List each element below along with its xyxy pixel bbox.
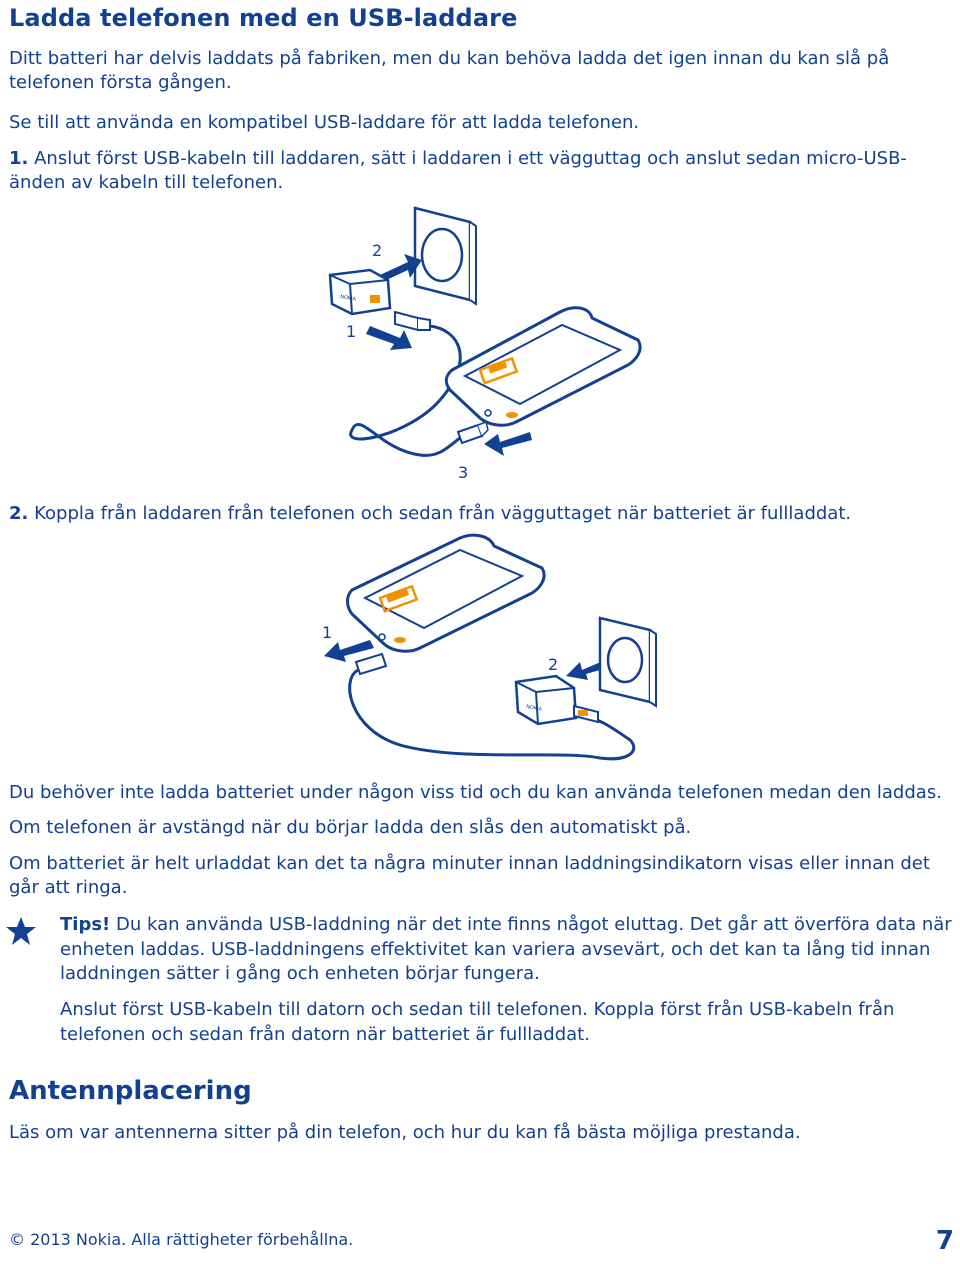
page-number: 7 bbox=[935, 1226, 954, 1256]
disconnect-charger-illustration bbox=[300, 530, 660, 770]
note-auto-power-on: Om telefonen är avstängd när du börjar ladda den slås den automatiskt på. bbox=[9, 817, 692, 838]
phone-icon bbox=[446, 308, 640, 425]
phone-icon-2 bbox=[348, 535, 545, 651]
antenna-paragraph: Läs om var antennerna sitter på din telefon, och hur du kan få bästa möjliga prestanda. bbox=[9, 1122, 801, 1143]
arrow-1-icon bbox=[366, 326, 412, 350]
wall-socket-icon bbox=[415, 208, 476, 304]
wall-socket-icon-2 bbox=[600, 618, 656, 706]
step-label-2-fig2: 2 bbox=[548, 655, 559, 674]
charger-icon bbox=[330, 270, 390, 314]
connect-charger-illustration bbox=[300, 200, 660, 490]
tip-label: Tips! bbox=[60, 914, 111, 935]
compatible-charger-paragraph: Se till att använda en kompatibel USB-laddare för att ladda telefonen. bbox=[9, 112, 640, 133]
step-label-2: 2 bbox=[372, 241, 383, 260]
charger-brand-logo-2: NOKIA bbox=[525, 704, 543, 713]
step-2 bbox=[9, 502, 959, 526]
note-empty-battery: Om batteriet är helt urladdat kan det ta några minuter innan laddningsindikatorn visas eller innan det går att ringa. bbox=[9, 853, 930, 898]
note-no-specific-time: Du behöver inte ladda batteriet under någon viss tid och du kan använda telefonen medan den laddas. bbox=[9, 782, 942, 803]
copyright-notice: © 2013 Nokia. Alla rättigheter förbehållna. bbox=[9, 1230, 354, 1249]
star-icon bbox=[5, 916, 37, 946]
step-2-text: Koppla från laddaren från telefonen och sedan från vägguttaget när batteriet är fullladdat. bbox=[34, 503, 852, 524]
arrow-3-icon bbox=[484, 432, 532, 456]
charger-brand-logo: NOKIA bbox=[339, 294, 357, 303]
step-1 bbox=[9, 147, 959, 195]
step-label-1-fig2: 1 bbox=[322, 623, 333, 642]
tip-paragraph bbox=[60, 913, 955, 987]
usb-plug-icon bbox=[395, 312, 430, 330]
tip-paragraph-2: Anslut först USB-kabeln till datorn och sedan till telefonen. Koppla först från USB-kabeln från telefonen och sedan från datorn när batteriet är fullladdat. bbox=[60, 999, 895, 1045]
micro-usb-plug-icon-2 bbox=[356, 654, 386, 674]
step-label-1: 1 bbox=[346, 322, 357, 341]
charger-icon-2 bbox=[516, 676, 598, 724]
step-2-number: 2. bbox=[9, 503, 29, 524]
tip-text: Du kan använda USB-laddning när det inte finns något eluttag. Det går att överföra data när enheten laddas. USB-laddningens effektivitet kan variera avsevärt, och det kan ta lång tid innan laddningen sätter i gång och enheten börjar fungera. bbox=[60, 914, 952, 984]
micro-usb-plug-icon bbox=[458, 422, 488, 443]
step-1-number: 1. bbox=[9, 148, 29, 169]
step-1-text: Anslut först USB-kabeln till laddaren, sätt i laddaren i ett vägguttag och anslut sedan micro-USB-änden av kabeln till telefonen. bbox=[9, 148, 907, 193]
section-title-charging: Ladda telefonen med en USB-laddare bbox=[9, 4, 518, 32]
intro-paragraph: Ditt batteri har delvis laddats på fabriken, men du kan behöva ladda det igen innan du kan slå på telefonen första gången. bbox=[9, 48, 890, 93]
step-label-3: 3 bbox=[458, 463, 469, 482]
section-title-antenna: Antennplacering bbox=[9, 1076, 252, 1106]
